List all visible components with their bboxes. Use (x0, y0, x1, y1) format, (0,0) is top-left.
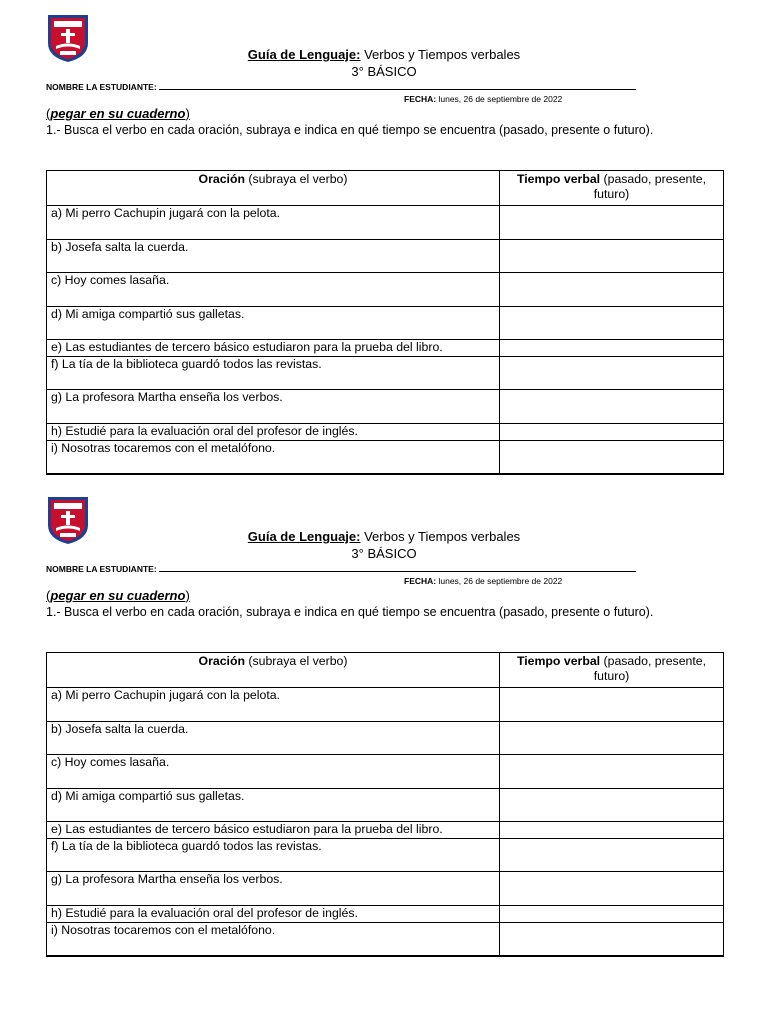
table-row (47, 789, 724, 822)
tense-answer-cell[interactable] (500, 688, 724, 722)
tense-answer-cell[interactable] (500, 390, 724, 424)
table-header (47, 171, 724, 206)
table-row (47, 906, 724, 923)
student-name-field[interactable]: NOMBRE LA ESTUDIANTE: (46, 81, 636, 92)
table-row (47, 357, 724, 390)
column-header-tense: Tiempo verbal (pasado, presente, futuro) (500, 653, 724, 688)
sentence-cell: h) Estudié para la evaluación oral del profesor de inglés. (47, 424, 500, 441)
sentence-cell: c) Hoy comes lasaña. (47, 755, 500, 789)
table-row (47, 340, 724, 357)
table-row (47, 822, 724, 839)
tense-answer-cell[interactable] (500, 340, 724, 357)
tense-answer-cell[interactable] (500, 424, 724, 441)
table-row (47, 755, 724, 789)
worksheet-copy-1 (0, 0, 768, 480)
sentence-cell: b) Josefa salta la cuerda. (47, 722, 500, 755)
table-row (47, 688, 724, 722)
sentence-cell: f) La tía de la biblioteca guardó todos las revistas. (47, 357, 500, 390)
table-row (47, 390, 724, 424)
grade-level: 3° BÁSICO (351, 64, 417, 79)
sentence-cell: d) Mi amiga compartió sus galletas. (47, 789, 500, 822)
table-row (47, 424, 724, 441)
sentence-cell: g) La profesora Martha enseña los verbos. (47, 872, 500, 906)
tense-answer-cell[interactable] (500, 872, 724, 906)
worksheet-title: Guía de Lenguaje: Verbos y Tiempos verbales (247, 47, 521, 62)
tense-answer-cell[interactable] (500, 923, 724, 956)
tense-answer-cell[interactable] (500, 789, 724, 822)
tense-answer-cell[interactable] (500, 307, 724, 340)
table-row (47, 722, 724, 755)
sentence-cell: d) Mi amiga compartió sus galletas. (47, 307, 500, 340)
tense-answer-cell[interactable] (500, 822, 724, 839)
worksheet-title: Guía de Lenguaje: Verbos y Tiempos verbales (247, 529, 521, 544)
sentence-cell: i) Nosotras tocaremos con el metalófono. (47, 923, 500, 956)
table-row (47, 441, 724, 474)
table-row (47, 307, 724, 340)
verb-tense-table (46, 652, 724, 957)
table-row (47, 240, 724, 273)
grade-level: 3° BÁSICO (351, 546, 417, 561)
student-name-field[interactable]: NOMBRE LA ESTUDIANTE: (46, 563, 636, 574)
date-line: FECHA: lunes, 26 de septiembre de 2022 (404, 576, 563, 586)
tense-answer-cell[interactable] (500, 273, 724, 307)
tense-answer-cell[interactable] (500, 206, 724, 240)
sentence-cell: e) Las estudiantes de tercero básico estudiaron para la prueba del libro. (47, 822, 500, 839)
table-header (47, 653, 724, 688)
instruction-text: 1.- Busca el verbo en cada oración, subraya e indica en qué tiempo se encuentra (pasado, presente o futuro). (46, 123, 654, 137)
table-row (47, 273, 724, 307)
sentence-cell: h) Estudié para la evaluación oral del profesor de inglés. (47, 906, 500, 923)
tense-answer-cell[interactable] (500, 441, 724, 474)
sentence-cell: e) Las estudiantes de tercero básico estudiaron para la prueba del libro. (47, 340, 500, 357)
sentence-cell: f) La tía de la biblioteca guardó todos las revistas. (47, 839, 500, 872)
column-header-tense: Tiempo verbal (pasado, presente, futuro) (500, 171, 724, 206)
column-header-sentence: Oración (subraya el verbo) (47, 171, 500, 206)
tense-answer-cell[interactable] (500, 722, 724, 755)
table-row (47, 872, 724, 906)
tense-answer-cell[interactable] (500, 240, 724, 273)
worksheet-copy-2 (0, 482, 768, 962)
paste-note: (pegar en su cuaderno) (46, 588, 190, 603)
tense-answer-cell[interactable] (500, 755, 724, 789)
tense-answer-cell[interactable] (500, 906, 724, 923)
sentence-cell: a) Mi perro Cachupin jugará con la pelota. (47, 206, 500, 240)
column-header-sentence: Oración (subraya el verbo) (47, 653, 500, 688)
paste-note: (pegar en su cuaderno) (46, 106, 190, 121)
table-row (47, 839, 724, 872)
tense-answer-cell[interactable] (500, 357, 724, 390)
verb-tense-table (46, 170, 724, 475)
date-line: FECHA: lunes, 26 de septiembre de 2022 (404, 94, 563, 104)
sentence-cell: g) La profesora Martha enseña los verbos. (47, 390, 500, 424)
sentence-cell: c) Hoy comes lasaña. (47, 273, 500, 307)
table-row (47, 206, 724, 240)
sentence-cell: a) Mi perro Cachupin jugará con la pelota. (47, 688, 500, 722)
table-row (47, 923, 724, 956)
tense-answer-cell[interactable] (500, 839, 724, 872)
sentence-cell: b) Josefa salta la cuerda. (47, 240, 500, 273)
sentence-cell: i) Nosotras tocaremos con el metalófono. (47, 441, 500, 474)
instruction-text: 1.- Busca el verbo en cada oración, subraya e indica en qué tiempo se encuentra (pasado, presente o futuro). (46, 605, 654, 619)
